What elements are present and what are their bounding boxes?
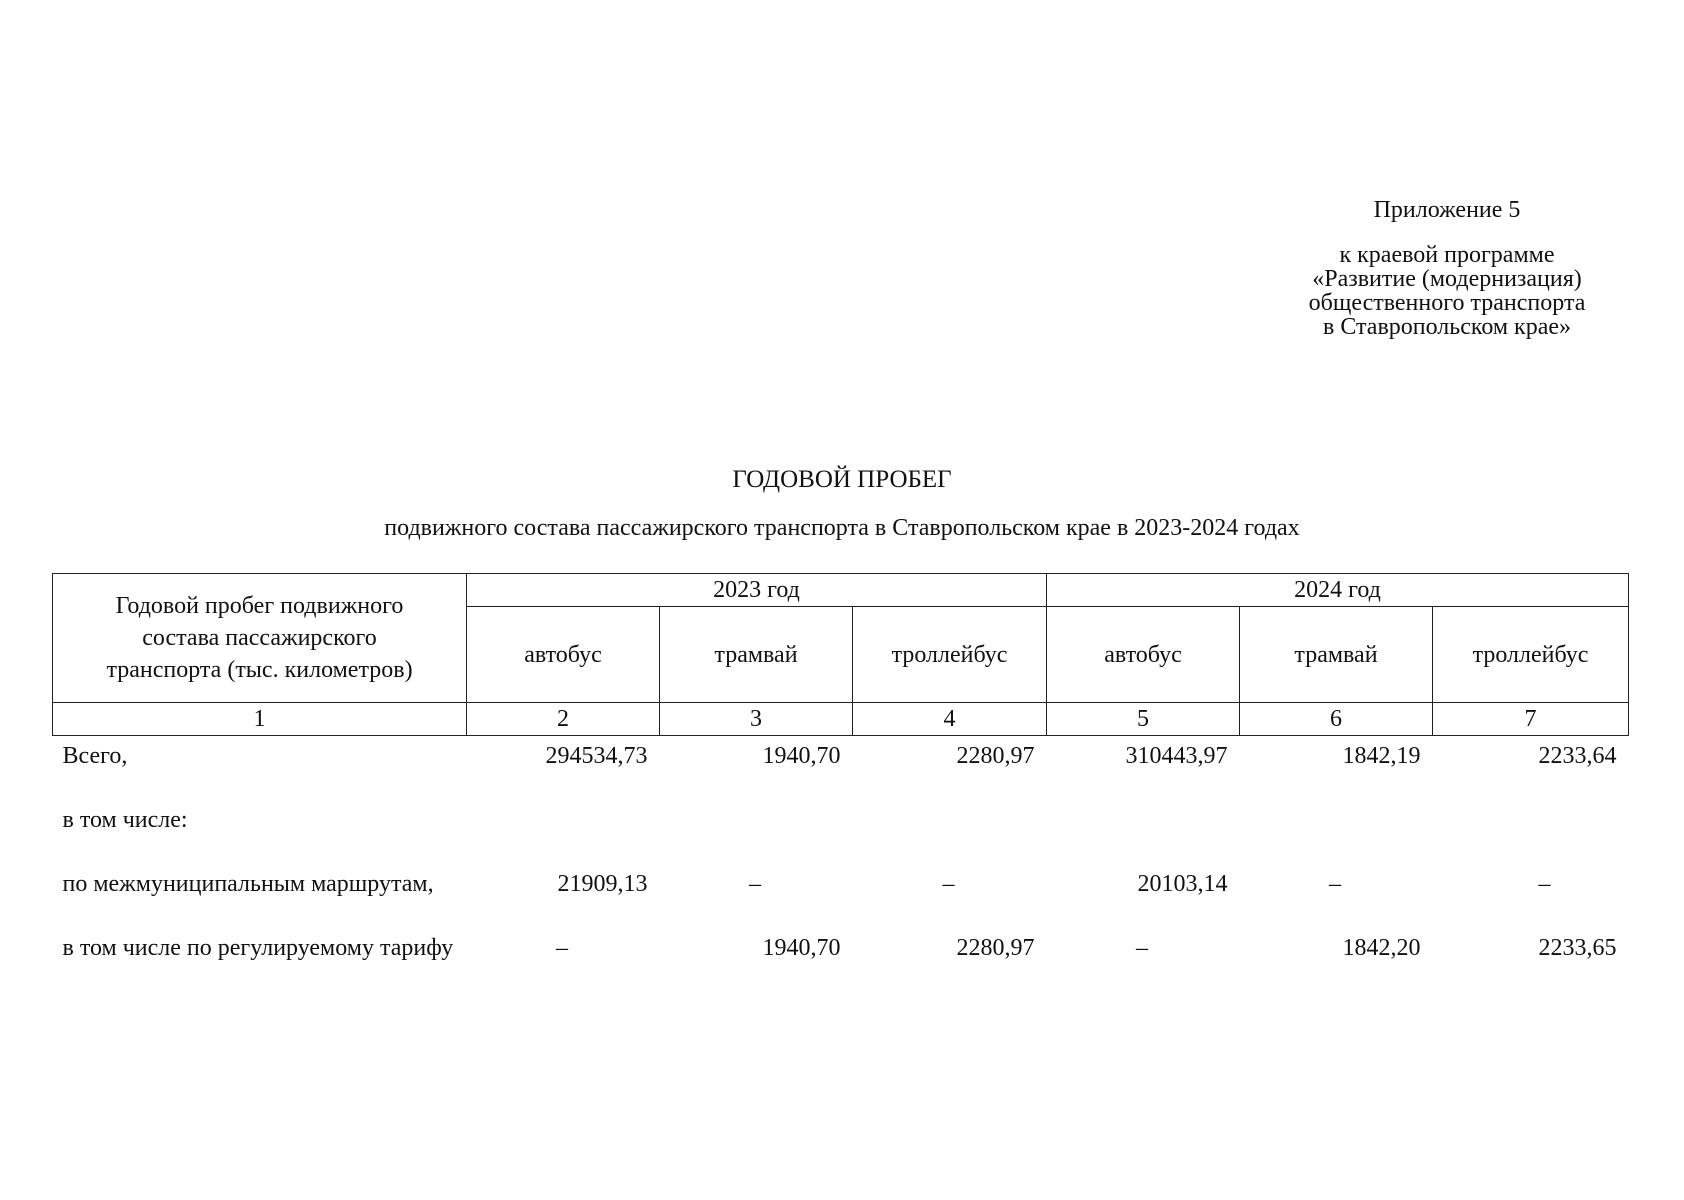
row-label: в том числе: <box>62 807 188 833</box>
table-header <box>53 574 1629 736</box>
table-cell <box>467 800 660 864</box>
appendix-block <box>1282 198 1612 339</box>
table-cell: 2233,64 <box>1538 743 1617 769</box>
table-cell: – <box>1538 871 1551 897</box>
header-row-years <box>53 574 1629 607</box>
column-number: 3 <box>660 703 853 736</box>
column-number: 1 <box>53 703 467 736</box>
table-cell: 20103,14 <box>1137 871 1228 897</box>
table-cell: 1842,19 <box>1342 743 1421 769</box>
header-first-column: Годовой пробег подвижного состава пассажирского транспорта (тыс. километров) <box>53 574 467 703</box>
document-subtitle: подвижного состава пассажирского транспорта в Ставропольском крае в 2023-2024 годах <box>384 515 1300 541</box>
appendix-number: Приложение 5 <box>1373 197 1521 223</box>
header-type: автобус <box>1047 607 1240 703</box>
appendix-line: «Развитие (модернизация) <box>1312 266 1582 292</box>
table-row-total <box>53 736 1629 801</box>
header-type: автобус <box>467 607 660 703</box>
table-cell: 2233,65 <box>1538 935 1617 961</box>
table-row-intermunicipal <box>53 864 1629 928</box>
table-cell: 1940,70 <box>762 935 841 961</box>
table-cell <box>660 800 853 864</box>
table-cell <box>853 800 1047 864</box>
header-row-numbers <box>53 703 1629 736</box>
appendix-line: общественного транспорта <box>1308 290 1586 316</box>
column-number: 7 <box>1433 703 1629 736</box>
table-cell: 2280,97 <box>956 935 1035 961</box>
header-type: трамвай <box>660 607 853 703</box>
column-number: 5 <box>1047 703 1240 736</box>
row-label: по межмуниципальным маршрутам, <box>62 871 434 897</box>
header-year-2023: 2023 год <box>467 574 1047 607</box>
table-cell: – <box>1329 871 1341 897</box>
table-cell: 2280,97 <box>956 743 1035 769</box>
table-cell: 310443,97 <box>1125 743 1228 769</box>
table-cell: – <box>1136 935 1148 961</box>
header-type: троллейбус <box>853 607 1047 703</box>
table-cell: 1842,20 <box>1342 935 1421 961</box>
mileage-table <box>52 573 1629 992</box>
header-year-2024: 2024 год <box>1047 574 1629 607</box>
table-cell <box>1047 800 1240 864</box>
table-cell: – <box>556 935 568 961</box>
table-cell: – <box>749 871 761 897</box>
table-cell <box>1240 800 1433 864</box>
document-title: ГОДОВОЙ ПРОБЕГ <box>732 466 952 493</box>
table-cell <box>1433 800 1629 864</box>
table-row-regulated <box>53 928 1629 992</box>
header-type: троллейбус <box>1433 607 1629 703</box>
table-row-including <box>53 800 1629 864</box>
appendix-line: к краевой программе <box>1339 242 1555 268</box>
column-number: 2 <box>467 703 660 736</box>
row-label: Всего, <box>62 743 128 769</box>
table-cell: 1940,70 <box>762 743 841 769</box>
table-cell: 21909,13 <box>557 871 648 897</box>
column-number: 4 <box>853 703 1047 736</box>
header-type: трамвай <box>1240 607 1433 703</box>
table-body <box>53 736 1629 993</box>
column-number: 6 <box>1240 703 1433 736</box>
table-cell: – <box>942 871 955 897</box>
appendix-line: в Ставропольском крае» <box>1322 314 1572 340</box>
row-label: в том числе по регулируемому тарифу <box>62 935 454 961</box>
table-cell: 294534,73 <box>545 743 648 769</box>
